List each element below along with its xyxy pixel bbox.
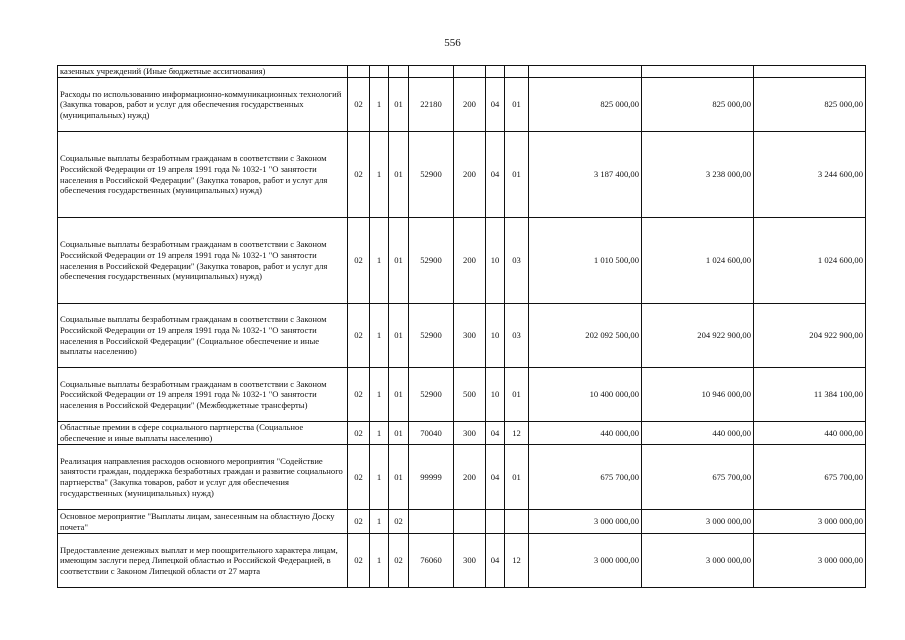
cell-amount-3 — [754, 66, 866, 78]
cell-code-4 — [409, 66, 454, 78]
table-row — [58, 368, 866, 422]
cell-code-7: 03 — [505, 218, 529, 304]
table-row — [58, 218, 866, 304]
cell-code-6: 10 — [486, 368, 505, 422]
cell-code-2: 1 — [370, 132, 389, 218]
row-description: Основное мероприятие "Выплаты лицам, занесенным на областную Доску почета" — [58, 510, 348, 534]
cell-amount-3: 675 700,00 — [754, 445, 866, 510]
cell-amount-1: 202 092 500,00 — [529, 304, 642, 368]
cell-code-1: 02 — [348, 510, 370, 534]
cell-code-7: 03 — [505, 304, 529, 368]
cell-code-3: 01 — [389, 368, 409, 422]
cell-code-2: 1 — [370, 422, 389, 445]
cell-amount-2: 825 000,00 — [642, 78, 754, 132]
cell-code-6: 04 — [486, 445, 505, 510]
table-row — [58, 78, 866, 132]
cell-amount-3: 3 000 000,00 — [754, 534, 866, 588]
cell-code-5: 200 — [454, 78, 486, 132]
cell-amount-3: 3 244 600,00 — [754, 132, 866, 218]
cell-code-3: 01 — [389, 422, 409, 445]
cell-code-4: 52900 — [409, 304, 454, 368]
cell-amount-2: 204 922 900,00 — [642, 304, 754, 368]
cell-code-3 — [389, 66, 409, 78]
table-row — [58, 510, 866, 534]
cell-code-1: 02 — [348, 445, 370, 510]
cell-code-7: 01 — [505, 445, 529, 510]
cell-code-5: 500 — [454, 368, 486, 422]
cell-code-6 — [486, 510, 505, 534]
cell-amount-1 — [529, 66, 642, 78]
cell-code-3: 02 — [389, 534, 409, 588]
row-description: Социальные выплаты безработным гражданам в соответствии с Законом Российской Федерации от 19 апреля 1991 года № 1032-1 "О занятости населения в Российской Федерации" (Закупка товаров, работ и услуг для обеспечения государственных (муниципальных) нужд) — [58, 132, 348, 218]
cell-code-7: 01 — [505, 78, 529, 132]
cell-amount-1: 675 700,00 — [529, 445, 642, 510]
cell-code-7 — [505, 66, 529, 78]
cell-code-1: 02 — [348, 534, 370, 588]
cell-amount-1: 10 400 000,00 — [529, 368, 642, 422]
cell-amount-3: 3 000 000,00 — [754, 510, 866, 534]
cell-code-2: 1 — [370, 218, 389, 304]
cell-amount-2: 3 000 000,00 — [642, 534, 754, 588]
cell-code-4: 52900 — [409, 132, 454, 218]
cell-code-6 — [486, 66, 505, 78]
cell-amount-1: 3 000 000,00 — [529, 534, 642, 588]
cell-code-6: 10 — [486, 304, 505, 368]
row-description: Областные премии в сфере социального партнерства (Социальное обеспечение и иные выплаты населению) — [58, 422, 348, 445]
cell-code-3: 01 — [389, 304, 409, 368]
cell-amount-3: 11 384 100,00 — [754, 368, 866, 422]
row-description: Социальные выплаты безработным гражданам в соответствии с Законом Российской Федерации от 19 апреля 1991 года № 1032-1 "О занятости населения в Российской Федерации" (Социальное обеспечение и иные выплаты населению) — [58, 304, 348, 368]
cell-code-5 — [454, 510, 486, 534]
table-row — [58, 132, 866, 218]
cell-code-2: 1 — [370, 368, 389, 422]
table-row — [58, 66, 866, 78]
cell-code-3: 01 — [389, 132, 409, 218]
cell-amount-2: 10 946 000,00 — [642, 368, 754, 422]
cell-code-4: 22180 — [409, 78, 454, 132]
cell-code-7: 12 — [505, 422, 529, 445]
cell-code-2: 1 — [370, 304, 389, 368]
cell-code-6: 10 — [486, 218, 505, 304]
cell-code-1: 02 — [348, 78, 370, 132]
cell-code-6: 04 — [486, 534, 505, 588]
row-description: Предоставление денежных выплат и мер поощрительного характера лицам, имеющим заслуги перед Липецкой областью и Российской Федерацией, в соответствии с Законом Липецкой области от 27 марта — [58, 534, 348, 588]
cell-code-1: 02 — [348, 368, 370, 422]
cell-code-1: 02 — [348, 304, 370, 368]
cell-code-4: 99999 — [409, 445, 454, 510]
cell-amount-1: 825 000,00 — [529, 78, 642, 132]
table-row — [58, 445, 866, 510]
cell-amount-1: 3 187 400,00 — [529, 132, 642, 218]
cell-code-7: 01 — [505, 132, 529, 218]
cell-code-7 — [505, 510, 529, 534]
cell-code-1 — [348, 66, 370, 78]
cell-amount-2 — [642, 66, 754, 78]
cell-amount-3: 825 000,00 — [754, 78, 866, 132]
cell-code-3: 01 — [389, 445, 409, 510]
cell-code-4: 70040 — [409, 422, 454, 445]
cell-code-5: 200 — [454, 218, 486, 304]
cell-code-5: 200 — [454, 132, 486, 218]
cell-code-5: 300 — [454, 534, 486, 588]
table-row — [58, 422, 866, 445]
cell-code-3: 01 — [389, 218, 409, 304]
cell-code-3: 02 — [389, 510, 409, 534]
cell-amount-2: 675 700,00 — [642, 445, 754, 510]
cell-code-1: 02 — [348, 218, 370, 304]
cell-code-4: 52900 — [409, 218, 454, 304]
cell-amount-1: 3 000 000,00 — [529, 510, 642, 534]
cell-amount-2: 440 000,00 — [642, 422, 754, 445]
cell-amount-1: 440 000,00 — [529, 422, 642, 445]
cell-code-5: 300 — [454, 422, 486, 445]
cell-code-2: 1 — [370, 534, 389, 588]
cell-code-1: 02 — [348, 422, 370, 445]
table-body — [58, 66, 866, 588]
cell-code-1: 02 — [348, 132, 370, 218]
row-description: Социальные выплаты безработным гражданам в соответствии с Законом Российской Федерации от 19 апреля 1991 года № 1032-1 "О занятости населения в Российской Федерации" (Межбюджетные трансферты) — [58, 368, 348, 422]
cell-amount-3: 204 922 900,00 — [754, 304, 866, 368]
cell-code-3: 01 — [389, 78, 409, 132]
cell-code-5: 200 — [454, 445, 486, 510]
cell-code-2: 1 — [370, 445, 389, 510]
cell-code-5 — [454, 66, 486, 78]
cell-amount-2: 1 024 600,00 — [642, 218, 754, 304]
cell-code-6: 04 — [486, 422, 505, 445]
cell-amount-3: 440 000,00 — [754, 422, 866, 445]
budget-table — [57, 65, 866, 588]
row-description: Социальные выплаты безработным гражданам в соответствии с Законом Российской Федерации от 19 апреля 1991 года № 1032-1 "О занятости населения в Российской Федерации" (Закупка товаров, работ и услуг для обеспечения государственных (муниципальных) нужд) — [58, 218, 348, 304]
row-description: Расходы по использованию информационно-коммуникационных технологий (Закупка товаров, работ и услуг для обеспечения государственных (муниципальных) нужд) — [58, 78, 348, 132]
cell-code-7: 12 — [505, 534, 529, 588]
page-number: 556 — [444, 37, 461, 49]
cell-code-6: 04 — [486, 132, 505, 218]
cell-code-5: 300 — [454, 304, 486, 368]
cell-amount-2: 3 238 000,00 — [642, 132, 754, 218]
cell-amount-3: 1 024 600,00 — [754, 218, 866, 304]
cell-code-2: 1 — [370, 510, 389, 534]
cell-code-4 — [409, 510, 454, 534]
cell-code-2 — [370, 66, 389, 78]
row-description: Реализация направления расходов основного мероприятия "Содействие занятости граждан, поддержка безработных граждан и развитие социального партнерства" (Закупка товаров, работ и услуг для обеспечения государственных (муниципальных) нужд) — [58, 445, 348, 510]
cell-amount-1: 1 010 500,00 — [529, 218, 642, 304]
cell-amount-2: 3 000 000,00 — [642, 510, 754, 534]
cell-code-2: 1 — [370, 78, 389, 132]
cell-code-6: 04 — [486, 78, 505, 132]
cell-code-4: 52900 — [409, 368, 454, 422]
cell-code-4: 76060 — [409, 534, 454, 588]
cell-code-7: 01 — [505, 368, 529, 422]
row-description: казенных учреждений (Иные бюджетные ассигнования) — [58, 66, 348, 78]
table-row — [58, 304, 866, 368]
table-row — [58, 534, 866, 588]
